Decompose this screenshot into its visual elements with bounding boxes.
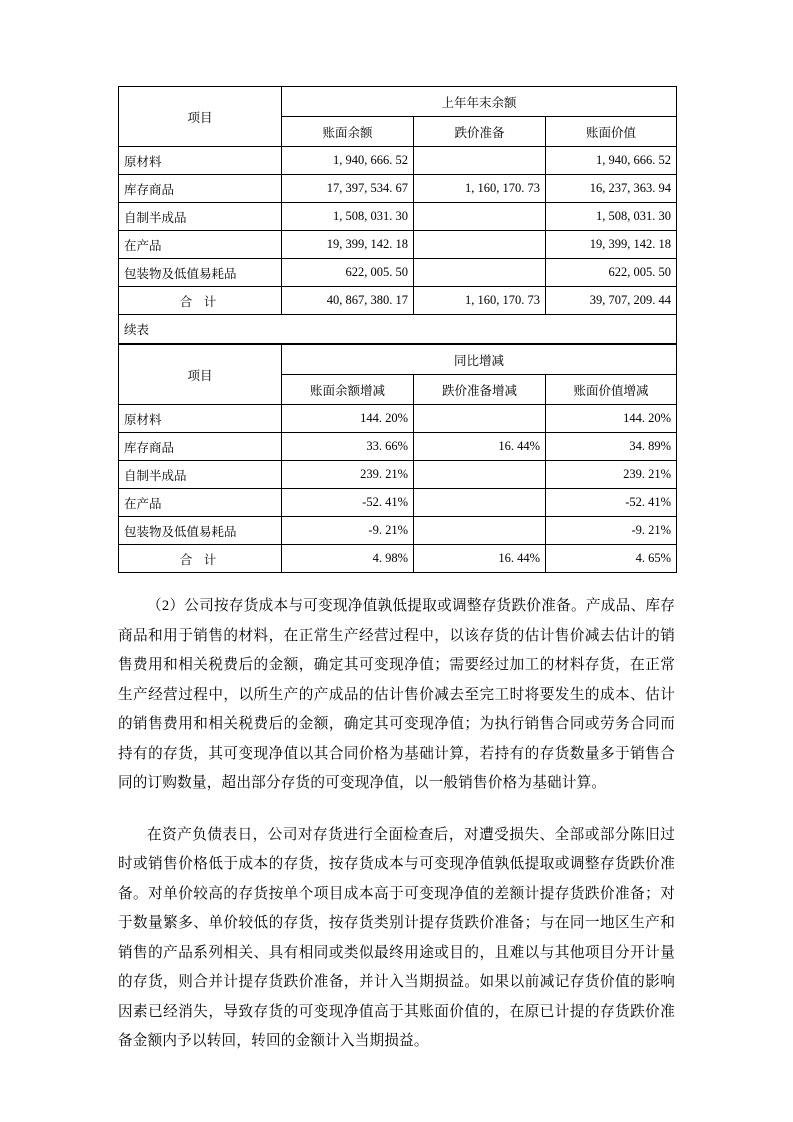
table-header-row-1	[119, 345, 677, 375]
cell-book-value-change: -9. 21%	[546, 517, 677, 545]
row-label: 在产品	[119, 231, 282, 259]
header-book-balance: 账面余额	[282, 117, 414, 147]
cell-book-balance-change: 33. 66%	[282, 433, 414, 461]
cell-impairment-change	[414, 461, 546, 489]
table-total-row	[119, 287, 677, 315]
table-total-row	[119, 545, 677, 573]
cell-book-value: 622, 005. 50	[546, 259, 677, 287]
row-label-total: 合 计	[119, 545, 282, 573]
table-row	[119, 231, 677, 259]
cell-book-balance-change: -52. 41%	[282, 489, 414, 517]
header-book-value: 账面价值	[546, 117, 677, 147]
table-row	[119, 489, 677, 517]
header-book-balance-change: 账面余额增减	[282, 375, 414, 405]
paragraph-balance-sheet-date: 在资产负债表日，公司对存货进行全面检查后，对遭受损失、全部或部分陈旧过时或销售价格低于成本的存货，按存货成本与可变现净值孰低提取或调整存货跌价准备。对单价较高的存货按单个项目成本高于可变现净值的差额计提存货跌价准备；对于数量繁多、单价较低的存货，按存货类别计提存货跌价准备；与在同一地区生产和销售的产品系列相关、具有相同或类似最终用途或目的，且难以与其他项目分开计量的存货，则合并计提存货跌价准备，并计入当期损益。如果以前减记存货价值的影响因素已经消失，导致存货的可变现净值高于其账面价值的，在原已计提的存货跌价准备金额内予以转回，转回的金额计入当期损益。	[118, 826, 675, 1049]
cell-impairment-change	[414, 405, 546, 433]
cell-book-value-change: 34. 89%	[546, 433, 677, 461]
row-label: 原材料	[119, 147, 282, 175]
cell-book-value-change: 239. 21%	[546, 461, 677, 489]
continued-table-label-row	[119, 315, 677, 344]
inventory-yoy-change-table	[118, 344, 677, 573]
cell-total-book-value-change: 4. 65%	[546, 545, 677, 573]
inventory-prior-year-table-wrapper	[118, 86, 675, 344]
cell-total-impairment-change: 16. 44%	[414, 545, 546, 573]
cell-book-balance: 19, 399, 142. 18	[282, 231, 414, 259]
row-label: 包装物及低值易耗品	[119, 517, 282, 545]
table-row	[119, 405, 677, 433]
cell-impairment-change	[414, 489, 546, 517]
header-group-yoy: 同比增减	[282, 345, 677, 375]
cell-book-balance: 17, 397, 534. 67	[282, 175, 414, 203]
row-label: 库存商品	[119, 433, 282, 461]
table-row	[119, 517, 677, 545]
cell-total-book-value: 39, 707, 209. 44	[546, 287, 677, 315]
inventory-prior-year-table	[118, 86, 677, 344]
cell-book-balance-change: -9. 21%	[282, 517, 414, 545]
header-impairment-provision: 跌价准备	[414, 117, 546, 147]
table-row	[119, 147, 677, 175]
header-impairment-change: 跌价准备增减	[414, 375, 546, 405]
cell-book-value: 16, 237, 363. 94	[546, 175, 677, 203]
cell-book-value: 19, 399, 142. 18	[546, 231, 677, 259]
cell-book-value: 1, 940, 666. 52	[546, 147, 677, 175]
cell-impairment	[414, 259, 546, 287]
table-header-row-1	[119, 87, 677, 117]
cell-book-balance: 1, 940, 666. 52	[282, 147, 414, 175]
table-row	[119, 175, 677, 203]
row-label: 自制半成品	[119, 461, 282, 489]
cell-impairment: 1, 160, 170. 73	[414, 175, 546, 203]
row-label: 原材料	[119, 405, 282, 433]
table-row	[119, 433, 677, 461]
cell-impairment	[414, 231, 546, 259]
cell-book-value-change: 144. 20%	[546, 405, 677, 433]
cell-book-balance: 622, 005. 50	[282, 259, 414, 287]
cell-total-impairment: 1, 160, 170. 73	[414, 287, 546, 315]
table-row	[119, 259, 677, 287]
paragraph-inventory-policy: （2）公司按存货成本与可变现净值孰低提取或调整存货跌价准备。产成品、库存商品和用于销售的材料，在正常生产经营过程中，以该存货的估计售价减去估计的销售费用和相关税费后的金额，确定其可变现净值；需要经过加工的材料存货，在正常生产经营过程中，以所生产的产成品的估计售价减去至完工时将要发生的成本、估计的销售费用和相关税费后的金额，确定其可变现净值；为执行销售合同或劳务合同而持有的存货，其可变现净值以其合同价格为基础计算，若持有的存货数量多于销售合同的订购数量，超出部分存货的可变现净值，以一般销售价格为基础计算。	[118, 598, 675, 791]
cell-book-balance-change: 239. 21%	[282, 461, 414, 489]
row-label: 自制半成品	[119, 203, 282, 231]
table-row	[119, 203, 677, 231]
cell-total-book-balance-change: 4. 98%	[282, 545, 414, 573]
cell-book-balance: 1, 508, 031. 30	[282, 203, 414, 231]
row-label: 在产品	[119, 489, 282, 517]
row-label: 库存商品	[119, 175, 282, 203]
header-group-prior-year: 上年年末余额	[282, 87, 677, 117]
cell-book-value: 1, 508, 031. 30	[546, 203, 677, 231]
header-book-value-change: 账面价值增减	[546, 375, 677, 405]
cell-book-balance-change: 144. 20%	[282, 405, 414, 433]
row-label-total: 合 计	[119, 287, 282, 315]
cell-impairment	[414, 203, 546, 231]
row-label: 包装物及低值易耗品	[119, 259, 282, 287]
cell-impairment	[414, 147, 546, 175]
cell-book-value-change: -52. 41%	[546, 489, 677, 517]
header-item-column: 项目	[119, 87, 282, 147]
cell-impairment-change: 16. 44%	[414, 433, 546, 461]
header-item-column: 项目	[119, 345, 282, 405]
cell-impairment-change	[414, 517, 546, 545]
continued-label: 续表	[119, 315, 677, 344]
table-row	[119, 461, 677, 489]
cell-total-book-balance: 40, 867, 380. 17	[282, 287, 414, 315]
